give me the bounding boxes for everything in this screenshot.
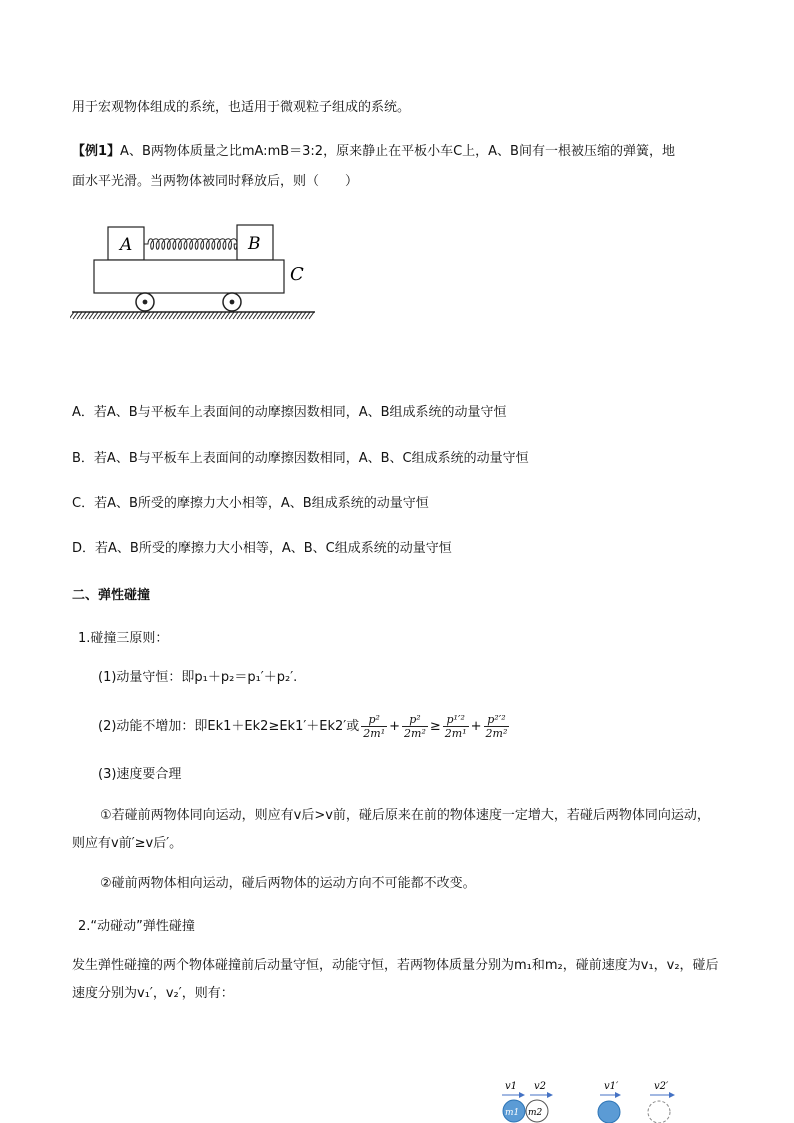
option-a[interactable] [72,403,507,423]
label-v2: v2 [534,1081,547,1092]
example-1-line-1 [72,142,675,162]
ground-hatch [70,312,314,319]
op-plus-1: + [389,719,401,734]
label-m2: m2 [528,1108,543,1118]
subsection-1-title: 1.碰撞三原则： [78,631,169,646]
fraction-1: $\frac{\text{p²}}{\text{2m¹}}$ [363,713,386,740]
option-c[interactable] [72,494,429,514]
option-d[interactable] [72,539,452,559]
rule-velocity-a-text: ①若碰前两物体同向运动，则应有v后>v前，碰后原来在前的物体速度一定增大，若碰后两物体同向运动，则应有v前′≥v后′。 [72,808,710,851]
example-text-1: A、B两物体质量之比mA:mB＝3:2，原来静止在平板小车C上，A、B间有一根被压缩的弹簧，地 [120,144,675,159]
block-a-label: A [120,235,133,255]
option-c-text: 若A、B所受的摩擦力大小相等，A、B组成系统的动量守恒 [94,496,429,511]
option-c-letter: C． [72,496,95,511]
rule-kinetic-energy [98,712,511,742]
example-1-line-2: 面水平光滑。当两物体被同时释放后，则（ ） [72,174,359,189]
collision-figure [490,1075,690,1123]
cart-spring-figure [70,222,320,326]
cart-body [94,260,284,293]
cart-label: C [290,264,304,285]
option-b[interactable] [72,449,529,469]
section-title: 二、弹性碰撞 [72,588,151,603]
fraction-4: $\frac{\text{p²′²}}{\text{2m²}}$ [485,713,508,740]
spring [144,239,237,250]
rule-kinetic-prefix: (2)动能不增加：即Ek1＋Ek2≥Ek1′＋Ek2′或 [98,719,360,734]
elastic-collision-paragraph: 发生弹性碰撞的两个物体碰撞前后动量守恒，动能守恒，若两物体质量分别为m₁和m₂，碰前速度为v₁，v₂，碰后速度分别为v₁′，v₂′，则有： [72,958,719,1001]
option-b-text: 若A、B与平板车上表面间的动摩擦因数相同，A、B、C组成系统的动量守恒 [93,451,529,466]
rule-velocity-b: ②碰前两物体相向运动，碰后两物体的运动方向不可能都不改变。 [100,876,476,891]
option-a-text: 若A、B与平板车上表面间的动摩擦因数相同，A、B组成系统的动量守恒 [93,405,507,420]
option-a-letter: A． [72,405,94,420]
ball-m2-after [648,1101,670,1123]
ball-m1-after [598,1101,620,1123]
subsection-2-title: 2.“动碰动”弹性碰撞 [78,919,195,934]
rule-momentum: (1)动量守恒：即p₁＋p₂＝p₁′＋p₂′. [98,670,298,685]
option-d-letter: D． [72,541,96,556]
label-v1-prime: v1′ [604,1081,619,1092]
label-v2-prime: v2′ [654,1081,669,1092]
label-v1: v1 [505,1081,518,1092]
option-b-letter: B． [72,451,94,466]
op-geq: ≥ [429,719,441,734]
fraction-3: $\frac{\text{p¹′²}}{\text{2m¹}}$ [444,713,467,740]
option-d-text: 若A、B所受的摩擦力大小相等，A、B、C组成系统的动量守恒 [95,541,452,556]
rule-velocity-a [72,802,722,858]
rule-velocity: (3)速度要合理 [98,767,182,782]
block-b-label: B [248,234,261,254]
fraction-2: $\frac{\text{p²}}{\text{2m²}}$ [404,713,426,740]
example-tag: 【例1】 [72,144,121,159]
label-m1: m1 [505,1108,520,1118]
op-plus-2: + [470,719,482,734]
intro-text: 用于宏观物体组成的系统，也适用于微观粒子组成的系统。 [72,100,411,115]
